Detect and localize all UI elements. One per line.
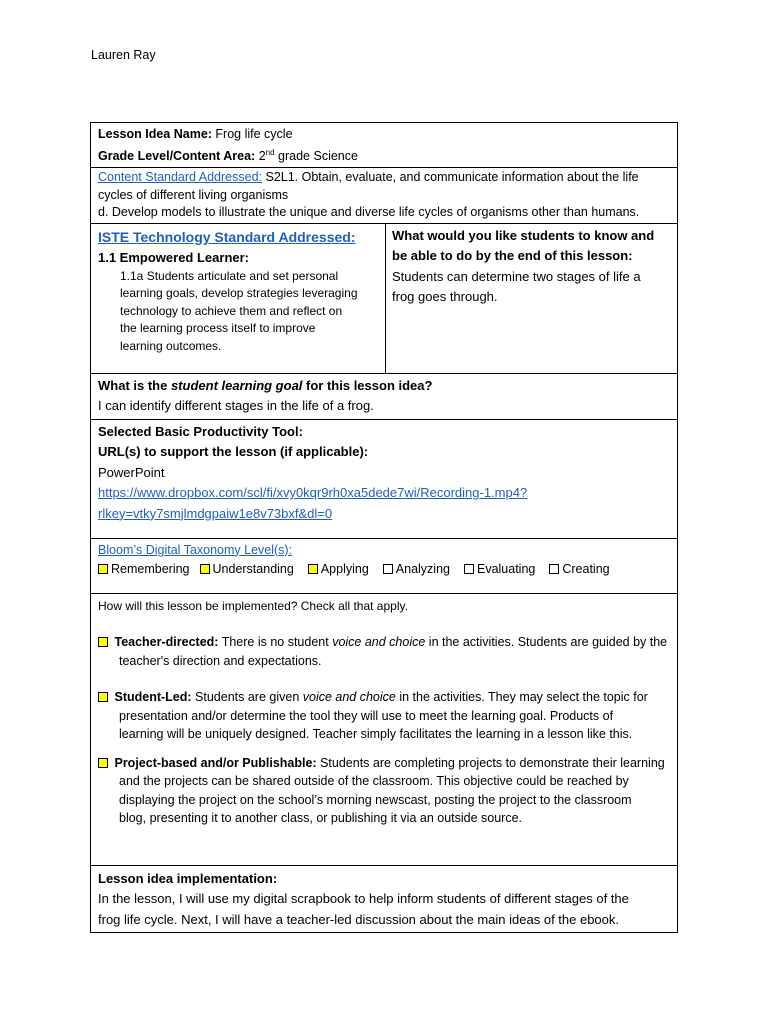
teacher-directed-label: Teacher-directed: [114,635,219,650]
grade-label: Grade Level/Content Area: [98,148,256,163]
bloom-levels [98,559,670,579]
bloom-analyzing[interactable]: Analyzing [383,559,450,579]
checkbox-icon[interactable] [98,692,108,702]
know-cell [386,224,677,373]
idea-heading: Lesson idea implementation: [98,870,278,886]
checkbox-icon [200,564,210,574]
content-standard-line3: d. Develop models to illustrate the unique and diverse life cycles of organisms other than humans. [98,205,640,220]
goal-q-pre: What is the [98,377,171,393]
content-standard-row [91,167,677,223]
checkbox-icon[interactable] [98,637,108,647]
checkbox-icon [98,564,108,574]
tool-name: PowerPoint [98,464,165,480]
bloom-understanding[interactable]: Understanding [200,559,294,579]
iste-sub: 1.1 Empowered Learner: [98,249,249,265]
idea-line-2: frog life cycle. Next, I will have a teacher-led discussion about the main ideas of the ebook. [98,911,620,927]
checkbox-icon [464,564,474,574]
goal-q-em: student learning goal [170,377,303,393]
know-question-1: What would you like students to know and [392,227,655,243]
bloom-heading: Bloom’s Digital Taxonomy Level(s): [98,542,293,557]
checkbox-icon [308,564,318,574]
tool-url-line-1[interactable]: https://www.dropbox.com/scl/fi/xvy0kqr9rh0xa5dede7wi/Recording-1.mp4? [98,485,528,501]
checkbox-icon[interactable] [98,758,108,768]
tool-url-line-2[interactable]: rlkey=vtky7smjlmdgpaiw1e8v73bxf&dl=0 [98,505,333,521]
iste-line-2: learning goals, develop strategies leveraging [120,286,358,301]
checkbox-icon [383,564,393,574]
tool-label: Selected Basic Productivity Tool: [98,423,303,439]
iste-line-5: learning outcomes. [120,338,222,353]
bloom-remembering[interactable]: Remembering [98,559,190,579]
lesson-name-row [91,123,677,167]
lesson-name-label: Lesson Idea Name: [98,127,212,141]
teacher-directed-option[interactable]: Teacher-directed: There is no student voice and choice in the activities. Students are guided by the teacher's direction and expectations. [98,633,670,670]
goal-q-post: for this lesson idea? [302,377,433,393]
iste-cell [91,224,386,373]
iste-heading: ISTE Technology Standard Addressed: [98,228,356,245]
bloom-evaluating[interactable]: Evaluating [464,559,535,579]
content-standard-text: S2L1. Obtain, evaluate, and communicate information about the life [262,170,639,185]
grade-value-rest: grade Science [274,148,358,163]
iste-row [91,223,677,373]
author-name: Lauren Ray [91,48,156,62]
lesson-name-value: Frog life cycle [211,127,293,141]
bloom-applying[interactable]: Applying [308,559,369,579]
goal-answer: I can identify different stages in the life of a frog. [98,398,374,414]
implementation-question: How will this lesson be implemented? Check all that apply. [98,598,408,613]
project-based-option[interactable]: Project-based and/or Publishable: Students are completing projects to demonstrate their learning and the projects can be shared outside of the classroom. This objective could be reached by displaying the project on the school’s morning newscast, posting the project to the classroom blog, presenting it to another class, or publishing it via an outside source. [98,754,670,828]
know-answer-1: Students can determine two stages of life a [392,268,641,284]
iste-line-1: 1.1a Students articulate and set personal [120,268,339,283]
grade-sup: nd [265,147,275,157]
idea-row [91,865,677,933]
lesson-plan-table [90,122,678,933]
bloom-creating[interactable]: Creating [549,559,609,579]
idea-line-1: In the lesson, I will use my digital scrapbook to help inform students of different stages of the [98,891,629,907]
bloom-row [91,538,677,593]
student-led-option[interactable]: Student-Led: Students are given voice and choice in the activities. They may select the topic for presentation and/or determine the tool they will use to meet the learning goal. Products of learning will be uniquely designed. Teacher simply facilitates the learning in a lesson like this. [98,688,670,744]
content-standard-line2: cycles of different living organisms [98,187,289,202]
implementation-row [91,593,677,865]
iste-line-3: technology to achieve them and reflect on [120,303,343,318]
student-led-label: Student-Led: [114,690,192,705]
url-label: URL(s) to support the lesson (if applicable): [98,444,369,460]
content-standard-heading: Content Standard Addressed: [98,170,263,185]
grade-value: 2 [255,148,266,163]
iste-line-4: the learning process itself to improve [120,321,316,336]
checkbox-icon [549,564,559,574]
project-based-label: Project-based and/or Publishable: [114,755,317,770]
goal-row [91,373,677,419]
know-question-2: be able to do by the end of this lesson: [392,248,633,264]
know-answer-2: frog goes through. [392,289,498,305]
tool-row [91,419,677,538]
